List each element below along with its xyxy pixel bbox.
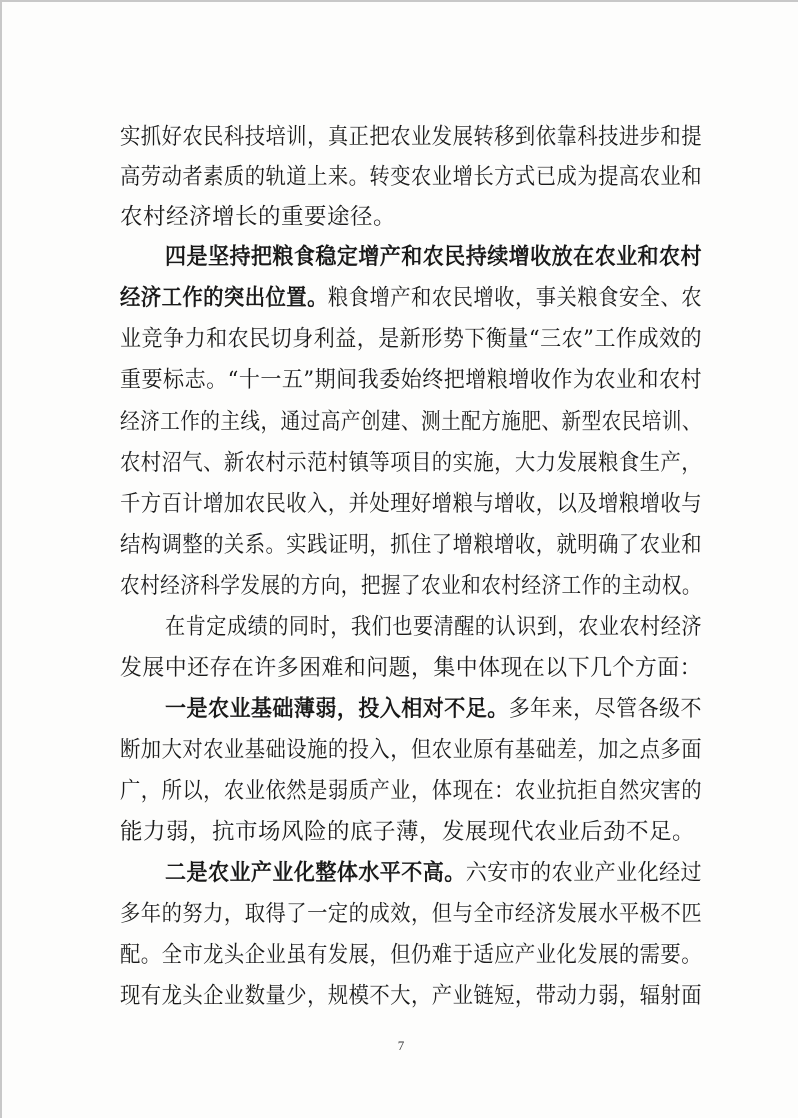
text-line [120, 819, 695, 845]
text-line [120, 124, 702, 150]
text-span: 能力弱，抗市场风险的底子薄，发展现代农业后劲不足。 [120, 819, 696, 845]
text-span: 多年来，尽管各级不 [508, 696, 703, 722]
text-line [120, 901, 702, 927]
text-line [120, 942, 702, 968]
bold-text: 一是农业基础薄弱，投入相对不足。 [165, 696, 509, 722]
text-span: 千方百计增加农民收入，并处理好增粮与增收，以及增粮增收与 [120, 491, 703, 517]
text-span: 粮食增产和农民增收，事关粮食安全、农 [327, 285, 703, 311]
text-span: 发展中还存在许多困难和问题，集中体现在以下几个方面： [120, 655, 703, 681]
text-span: 在肯定成绩的同时，我们也要清醒的认识到，农业农村经济 [165, 614, 703, 640]
text-line [120, 983, 702, 1009]
text-span: 农村沼气、新农村示范村镇等项目的实施，大力发展粮食生产， [120, 450, 703, 476]
text-line [120, 367, 702, 393]
text-line [120, 778, 702, 804]
text-line [120, 409, 702, 435]
text-span: 经济工作的主线，通过高产创建、测土配方施肥、新型农民培训、 [120, 409, 703, 435]
text-line [120, 737, 702, 763]
bold-text: 四是坚持把粮食稳定增产和农民持续增收放在农业和农村 [165, 244, 703, 270]
text-span: 广，所以，农业依然是弱质产业，体现在：农业抗拒自然灾害的 [120, 778, 703, 804]
text-line [120, 573, 702, 599]
text-span: 实抓好农民科技培训，真正把农业发展转移到依靠科技进步和提 [120, 124, 703, 150]
text-line [165, 614, 702, 640]
page-number: 7 [397, 1038, 405, 1053]
text-span: 配。全市龙头企业虽有发展，但仍难于适应产业化发展的需要。 [120, 942, 703, 968]
text-line [165, 244, 702, 270]
text-line [120, 204, 396, 230]
text-span: 农村经济增长的重要途径。 [120, 204, 397, 230]
text-line [120, 450, 702, 476]
text-line [120, 491, 702, 517]
text-line [165, 860, 702, 886]
text-line [120, 655, 702, 681]
text-span: 多年的努力，取得了一定的成效，但与全市经济发展水平极不匹 [120, 901, 703, 927]
text-line [120, 164, 702, 190]
text-span: 农村经济科学发展的方向，把握了农业和农村经济工作的主动权。 [120, 573, 703, 599]
text-line [120, 285, 702, 311]
text-span: 断加大对农业基础设施的投入，但农业原有基础差，加之点多面 [120, 737, 703, 763]
text-span: 六安市的农业产业化经过 [465, 860, 703, 886]
bold-text: 经济工作的突出位置。 [120, 285, 328, 311]
text-line [120, 532, 702, 558]
text-line [120, 326, 702, 352]
text-span: 现有龙头企业数量少，规模不大，产业链短，带动力弱，辐射面 [120, 983, 703, 1009]
text-span: 重要标志。“十一五”期间我委始终把增粮增收作为农业和农村 [120, 367, 703, 393]
text-span: 业竞争力和农民切身利益，是新形势下衡量“三农”工作成效的 [120, 326, 703, 352]
bold-text: 二是农业产业化整体水平不高。 [165, 860, 466, 886]
text-line [165, 696, 702, 722]
text-span: 结构调整的关系。实践证明，抓住了增粮增收，就明确了农业和 [120, 532, 703, 558]
text-span: 高劳动者素质的轨道上来。转变农业增长方式已成为提高农业和 [120, 164, 703, 190]
